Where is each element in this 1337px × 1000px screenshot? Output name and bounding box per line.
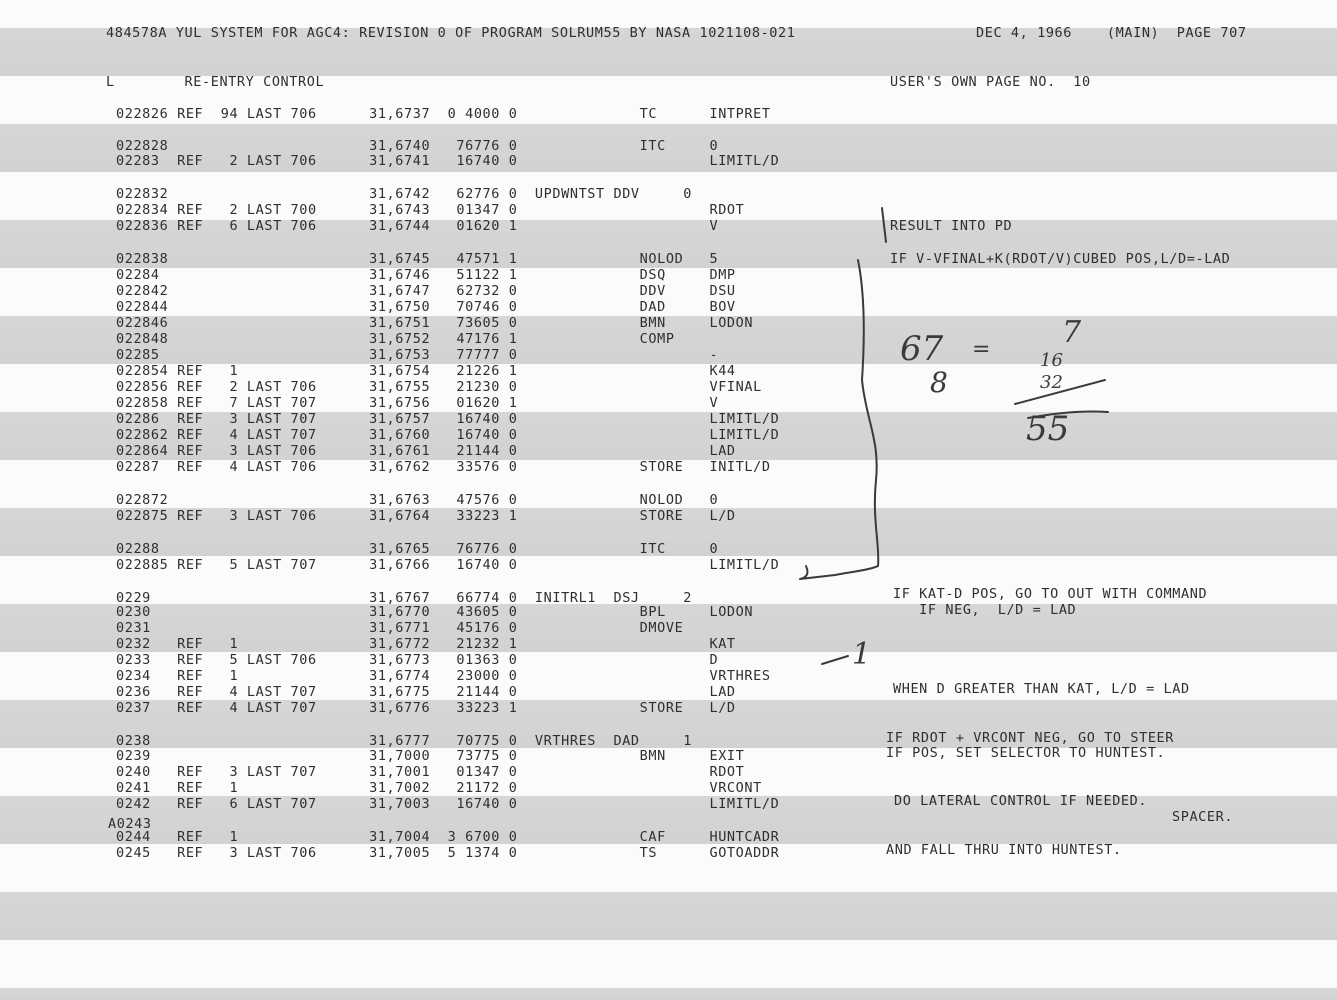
listing-row: 022844 31,6750 70746 0 DAD BOV [116,299,736,315]
comment: DO LATERAL CONTROL IF NEEDED. [894,793,1148,809]
hand-number-16: 16 [1040,350,1063,371]
listing-row: 022832 31,6742 62776 0 UPDWNTST DDV 0 [116,186,693,202]
comment: IF V-VFINAL+K(RDOT/V)CUBED POS,L/D=-LAD [890,251,1231,267]
listing-row: 0236 REF 4 LAST 707 31,6775 21144 0 LAD [116,684,736,700]
header-date-page: DEC 4, 1966 (MAIN) PAGE 707 [976,25,1247,41]
hand-number-55: 55 [1026,409,1070,449]
listing-row: 0232 REF 1 31,6772 21232 1 KAT [116,636,736,652]
listing-row: 022858 REF 7 LAST 707 31,6756 01620 1 V [116,395,719,411]
listing-row: 022838 31,6745 47571 1 NOLOD 5 [116,251,719,267]
listing-row: 0229 31,6767 66774 0 INITRL1 DSJ 2 [116,590,693,606]
listing-row: 022848 31,6752 47176 1 COMP [116,331,675,347]
listing-row: 0242 REF 6 LAST 707 31,7003 16740 0 LIMITL/D [116,796,780,812]
comment: AND FALL THRU INTO HUNTEST. [886,842,1122,858]
hand-equals: = [972,337,991,362]
listing-row: 022875 REF 3 LAST 706 31,6764 33223 1 STORE L/D [116,508,736,524]
listing-row: 0240 REF 3 LAST 707 31,7001 01347 0 RDOT [116,764,745,780]
listing-row: 022862 REF 4 LAST 707 31,6760 16740 0 LIMITL/D [116,427,780,443]
comment: IF POS, SET SELECTOR TO HUNTEST. [886,745,1166,761]
listing-row: 02283 REF 2 LAST 706 31,6741 16740 0 LIMITL/D [116,153,780,169]
listing-row: A0243 [108,816,152,832]
hand-number-1: 1 [852,637,872,672]
hand-dash-mark [822,656,848,664]
user-page-number: USER'S OWN PAGE NO. 10 [890,74,1091,90]
hand-underline-mark [800,566,878,579]
hand-bracket [858,260,878,566]
listing-row: 02284 31,6746 51122 1 DSQ DMP [116,267,736,283]
listing-row: 022885 REF 5 LAST 707 31,6766 16740 0 LIMITL/D [116,557,780,573]
listing-row: 0234 REF 1 31,6774 23000 0 VRTHRES [116,668,771,684]
listing-row: 022826 REF 94 LAST 706 31,6737 0 4000 0 TC INTPRET [116,106,771,122]
hand-number-7: 7 [1062,315,1082,350]
listing-row: 02288 31,6765 76776 0 ITC 0 [116,541,719,557]
section-title: L RE-ENTRY CONTROL [106,74,325,90]
comment: WHEN D GREATER THAN KAT, L/D = LAD [893,681,1190,697]
comment: RESULT INTO PD [890,218,1013,234]
listing-row: 022834 REF 2 LAST 700 31,6743 01347 0 RDOT [116,202,745,218]
listing-row: 022864 REF 3 LAST 706 31,6761 21144 0 LAD [116,443,736,459]
listing-row: 022828 31,6740 76776 0 ITC 0 [116,138,719,154]
listing-row: 022856 REF 2 LAST 706 31,6755 21230 0 VFINAL [116,379,762,395]
hand-number-67: 67 [900,329,944,369]
listing-row: 0238 31,6777 70775 0 VRTHRES DAD 1 [116,733,693,749]
listing-row: 02285 31,6753 77777 0 - [116,347,719,363]
comment: SPACER. [1172,809,1234,825]
comment: IF RDOT + VRCONT NEG, GO TO STEER [886,730,1175,746]
comment: IF KAT-D POS, GO TO OUT WITH COMMAND [893,586,1208,602]
listing-row: 0241 REF 1 31,7002 21172 0 VRCONT [116,780,762,796]
listing-row: 0233 REF 5 LAST 706 31,6773 01363 0 D [116,652,719,668]
listing-row: 022842 31,6747 62732 0 DDV DSU [116,283,736,299]
listing-row: 022836 REF 6 LAST 706 31,6744 01620 1 V [116,218,719,234]
hand-number-32: 32 [1040,372,1063,393]
listing-row: 022854 REF 1 31,6754 21226 1 K44 [116,363,736,379]
listing-row: 0239 31,7000 73775 0 BMN EXIT [116,748,745,764]
listing-row: 0245 REF 3 LAST 706 31,7005 5 1374 0 TS GOTOADDR [116,845,780,861]
listing-row: 02287 REF 4 LAST 706 31,6762 33576 0 STORE INITL/D [116,459,771,475]
hand-number-8: 8 [930,366,948,399]
listing-row: 02286 REF 3 LAST 707 31,6757 16740 0 LIMITL/D [116,411,780,427]
hand-left-tick [882,208,886,242]
listing-row: 022872 31,6763 47576 0 NOLOD 0 [116,492,719,508]
listing-row: 0244 REF 1 31,7004 3 6700 0 CAF HUNTCADR [116,829,780,845]
listing-row: 0230 31,6770 43605 0 BPL LODON [116,604,754,620]
comment: IF NEG, L/D = LAD [893,602,1077,618]
header-title: 484578A YUL SYSTEM FOR AGC4: REVISION 0 OF PROGRAM SOLRUM55 BY NASA 1021108-021 [106,25,796,41]
listing-row: 0231 31,6771 45176 0 DMOVE [116,620,684,636]
listing-row: 022846 31,6751 73605 0 BMN LODON [116,315,754,331]
listing-row: 0237 REF 4 LAST 707 31,6776 33223 1 STORE L/D [116,700,736,716]
